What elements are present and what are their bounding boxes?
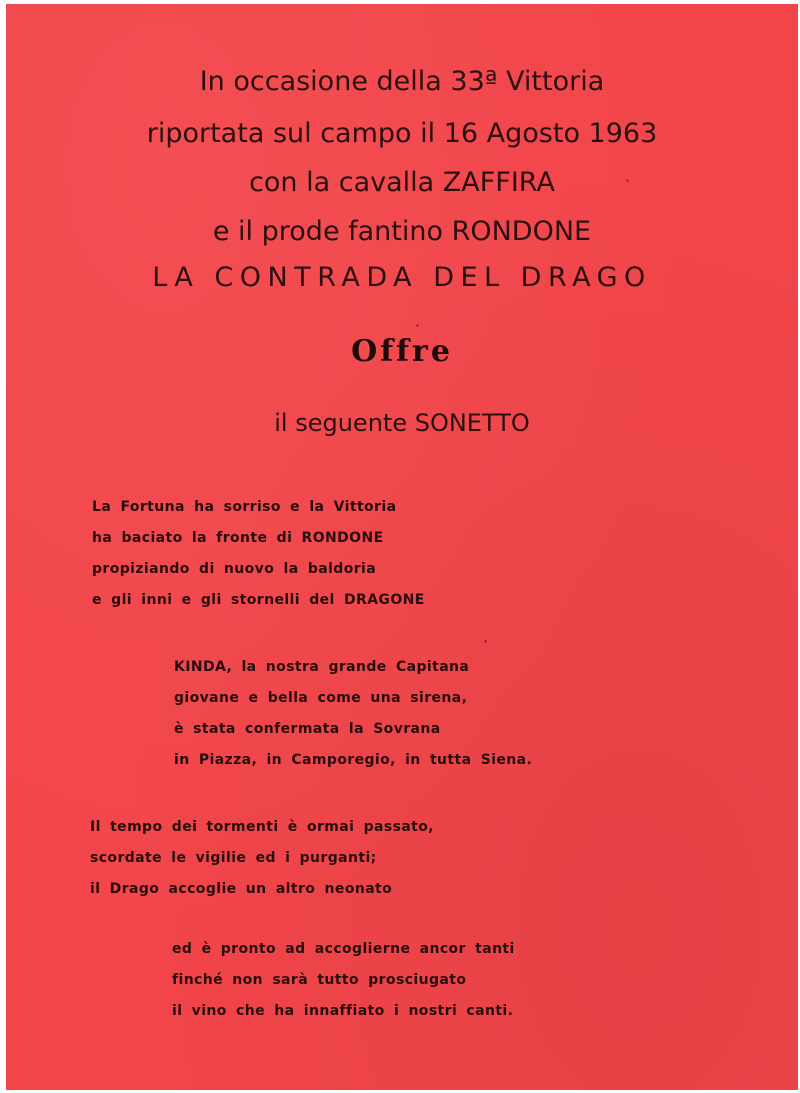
header-line-jockey: e il prode fantino RONDONE xyxy=(212,216,592,247)
sonnet-line: La Fortuna ha sorriso e la Vittoria xyxy=(92,499,397,515)
sonnet-line: in Piazza, in Camporegio, in tutta Siena. xyxy=(174,752,533,768)
sonnet-line: Il tempo dei tormenti è ormai passato, xyxy=(90,819,435,835)
header-line-date: riportata sul campo il 16 Agosto 1963 xyxy=(146,118,658,149)
sonnet-line: propiziando di nuovo la baldoria xyxy=(92,561,377,577)
sonnet-line: finché non sarà tutto prosciugato xyxy=(172,972,467,988)
header-line-horse: con la cavalla ZAFFIRA xyxy=(249,167,555,198)
sonnet-stanza-4 xyxy=(172,934,515,1027)
sonnet-stanza-2 xyxy=(174,652,532,776)
offre-title: Offre xyxy=(351,334,453,369)
sonnet-line: giovane e bella come una sirena, xyxy=(174,690,468,706)
paper-speck xyxy=(416,324,419,327)
header-contrada-title: LA CONTRADA DEL DRAGO xyxy=(152,262,652,293)
header-line-victory: In occasione della 33ª Vittoria xyxy=(199,66,605,97)
sonnet-line: e gli inni e gli stornelli del DRAGONE xyxy=(92,592,425,608)
sonnet-line: il vino che ha innaffiato i nostri canti. xyxy=(172,1003,514,1019)
sonnet-stanza-1 xyxy=(92,492,425,616)
sonnet-line: ed è pronto ad accoglierne ancor tanti xyxy=(172,941,515,957)
sonnet-line: ha baciato la fronte di RONDONE xyxy=(92,530,384,546)
paper-speck xyxy=(484,640,487,643)
sonnet-stanza-3 xyxy=(90,812,434,905)
sonnet-line: il Drago accoglie un altro neonato xyxy=(90,881,393,897)
sonetto-subtitle: il seguente SONETTO xyxy=(274,409,530,437)
sonnet-line: scordate le vigilie ed i purganti; xyxy=(90,850,377,866)
sonnet-line: KINDA, la nostra grande Capitana xyxy=(174,659,470,675)
paper-speck xyxy=(626,179,629,182)
red-paper-sheet xyxy=(6,4,798,1090)
sonnet-line: è stata confermata la Sovrana xyxy=(174,721,441,737)
